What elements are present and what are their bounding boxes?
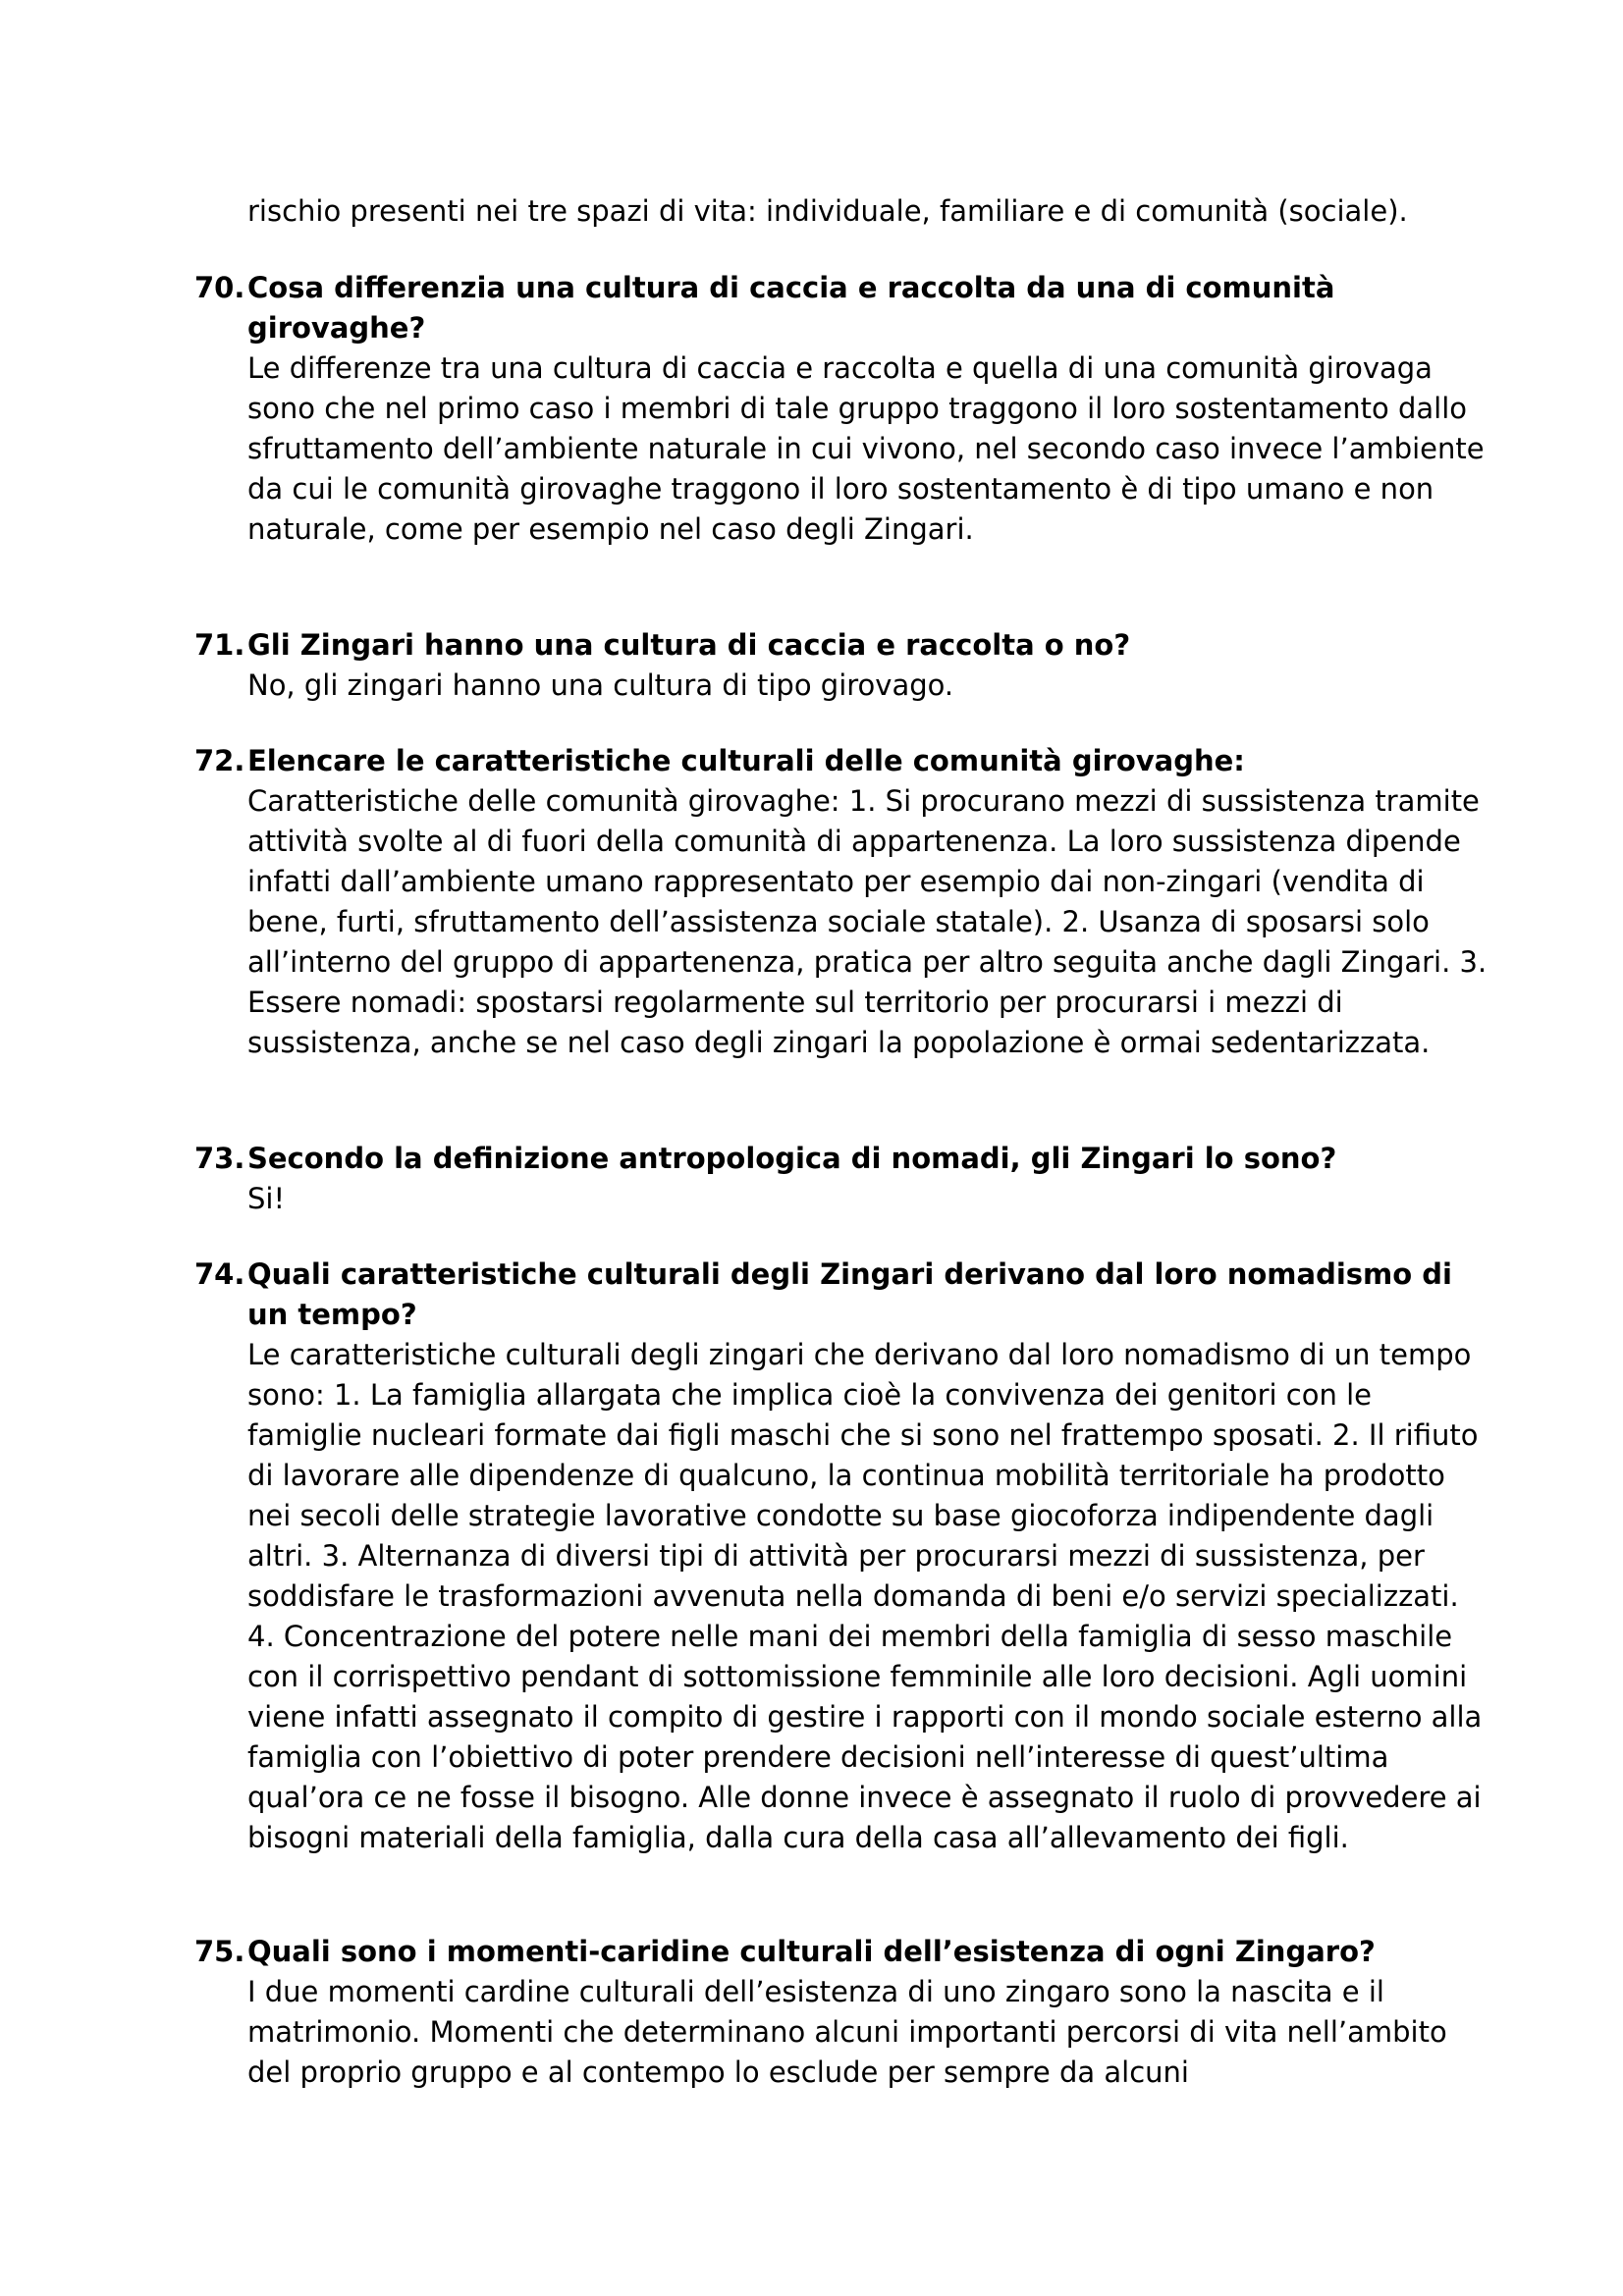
item-number: 70.: [194, 271, 245, 304]
item-answer: Le differenze tra una cultura di caccia e raccolta e quella di una comunità girovaga sono che nel primo caso i membri di tale gruppo traggono il loro sostentamento dallo sfruttamento dell’ambiente naturale in cui vivono, nel secondo caso invece l’ambiente da cui le comunità girovaghe traggono il loro sostentamento è di tipo umano e non naturale, come per esempio nel caso degli Zingari.: [247, 351, 1485, 546]
intro-paragraph: rischio presenti nei tre spazi di vita: individuale, familiare e di comunità (sociale).: [247, 194, 1408, 228]
item-question: Gli Zingari hanno una cultura di caccia e raccolta o no?: [247, 628, 1131, 662]
item-number: 72.: [194, 744, 245, 777]
item-question: Elencare le caratteristiche culturali delle comunità girovaghe:: [247, 744, 1245, 777]
item-answer: No, gli zingari hanno una cultura di tipo girovago.: [247, 668, 954, 702]
item-question: Secondo la definizione antropologica di nomadi, gli Zingari lo sono?: [247, 1142, 1337, 1175]
item-question: Cosa differenzia una cultura di caccia e raccolta da una di comunità girovaghe?: [247, 271, 1335, 345]
item-question: Quali sono i momenti-caridine culturali dell’esistenza di ogni Zingaro?: [247, 1935, 1376, 1968]
item-answer: Si!: [247, 1182, 286, 1215]
item-number: 73.: [194, 1142, 245, 1175]
item-number: 74.: [194, 1257, 245, 1291]
item-question: Quali caratteristiche culturali degli Zingari derivano dal loro nomadismo di un tempo?: [247, 1257, 1452, 1331]
item-number: 75.: [194, 1935, 245, 1968]
item-number: 71.: [194, 628, 245, 662]
item-answer: Caratteristiche delle comunità girovaghe: 1. Si procurano mezzi di sussistenza tramite attività svolte al di fuori della comunità di appartenenza. La loro sussistenza dipende infatti dall’ambiente umano rappresentato per esempio dai non-zingari (vendita di bene, furti, sfruttamento dell’assistenza sociale statale). 2. Usanza di sposarsi solo all’interno del gruppo di appartenenza, pratica per altro seguita anche dagli Zingari. 3. Essere nomadi: spostarsi regolarmente sul territorio per procurarsi i mezzi di sussistenza, anche se nel caso degli zingari la popolazione è ormai sedentarizzata.: [247, 784, 1488, 1059]
item-answer: Le caratteristiche culturali degli zingari che derivano dal loro nomadismo di un tempo sono: 1. La famiglia allargata che implica cioè la convivenza dei genitori con le famiglie nucleari formate dai figli maschi che si sono nel frattempo sposati. 2. Il rifiuto di lavorare alle dipendenze di qualcuno, la continua mobilità territoriale ha prodotto nei secoli delle strategie lavorative condotte su base giocoforza indipendente dagli altri. 3. Alternanza di diversi tipi di attività per procurarsi mezzi di sussistenza, per soddisfare le trasformazioni avvenuta nella domanda di beni e/o servizi specializzati. 4. Concentrazione del potere nelle mani dei membri della famiglia di sesso maschile con il corrispettivo pendant di sottomissione femminile alle loro decisioni. Agli uomini viene infatti assegnato il compito di gestire i rapporti con il mondo sociale esterno alla famiglia con l’obiettivo di poter prendere decisioni nell’interesse di quest’ultima qual’ora ce ne fosse il bisogno. Alle donne invece è assegnato il ruolo di provvedere ai bisogni materiali della famiglia, dalla cura della casa all’allevamento dei figli.: [247, 1338, 1483, 1854]
item-answer: I due momenti cardine culturali dell’esistenza di uno zingaro sono la nascita e il matrimonio. Momenti che determinano alcuni importanti percorsi di vita nell’ambito del proprio gruppo e al contempo lo esclude per sempre da alcuni: [247, 1975, 1447, 2089]
